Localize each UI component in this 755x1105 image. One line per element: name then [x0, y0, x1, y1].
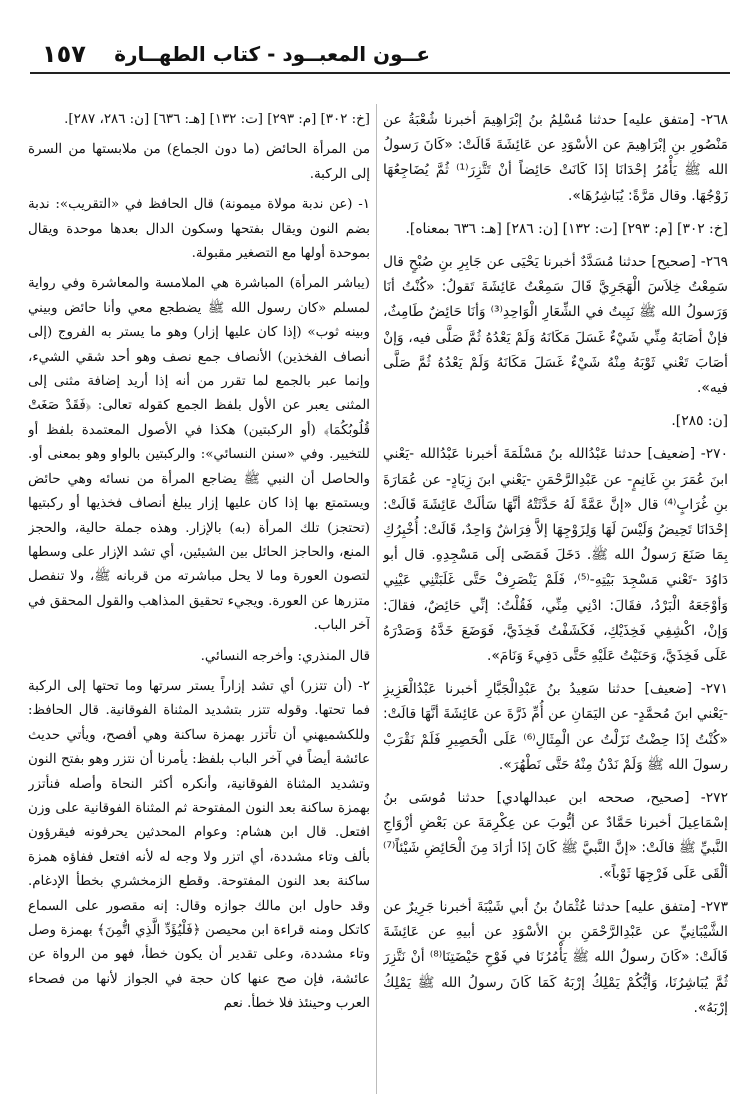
- hadith-column: [383, 108, 728, 1088]
- commentary-note-2: ٢- (أن تتزر) أي تشد إزاراً يستر سرتها وما تحتها إلى الركبة فما تحتها. وقوله تتزر بتشديد المثناة الفوقانية. قال الحافظ: وللكشميهني أن تأتزر بهمزة ساكنة وهي أفصح، ويأتي حديث عائشة أيضاً في آخر الباب بلفظ: يأمرنا أن نتزر وهو بفتح النون وتشديد المثناة الفوقانية، وأنكره أكثر النحاة وأصله فنأتزر بهمزة ساكنة بعد النون المفتوحة ثم المثناة الفوقانية على وزن افتعل. قال ابن هشام: وعوام المحدثين يحرفونه فيقرؤون بألف وتاء مشددة، أي اتزر ولا وجه له لأنه افتعل ففاؤه همزة ساكنة بعد النون المفتوحة. وقطع الزمخشري بخطأ الإدغام. وقد حاول ابن مالك جوازه وقال: إنه مقصور على السماع كاتكل ومنه قراءة ابن محيصن ﴿فَلْيُؤَدِّ الَّذِي اتُّمِنَ﴾ بهمزة وصل وتاء مشددة، وعلى تقدير أن يكون خطأ، فهو من الرواة عن عائشة، فإن صح عنها كان حجة في الجواز لأنها من فصحاء العرب وحينئذ فلا خطأ. نعم: [28, 678, 370, 1012]
- column-divider: [376, 104, 377, 1094]
- page-number: ١٥٧: [42, 40, 86, 68]
- hadith-270: ٢٧٠- [ضعيف] حدثنا عَبْدُالله بنُ مَسْلَمَةَ أخبرنا عَبْدُالله -يَعْني ابنَ عُمَرَ بنِ غَانِمٍ- عن عَبْدِالرَّحْمَنِ -يَعْني ابنَ زِيَادٍ- عن عُمَارَةَ بنِ غُرَابٍ⁽⁴⁾ قال «إنَّ عَمَّةً لَهُ حَدَّثَتْهُ أنَّهَا سَألَتْ عَائِشَةَ قَالَتْ: إحْدَانَا تَحِيضُ وَلَيْسَ لَهَا وَلِزَوْجِهَا إلاَّ فِرَاشٌ وَاحِدٌ، قَالَتْ: أُخْبِرُكِ بِمَا صَنَعَ رَسولُ الله ﷺ. دَخَلَ فَمَضَى إلَى مَسْجِدِهِ. قال أبو دَاوُدَ -تَعْني مَسْجِدَ بَيْتِهِ-⁽⁵⁾، فَلَمْ يَنْصَرِفْ حَتَّى غَلَبَتْنِي عَيْنِي وَأوْجَعَهُ الْبَرْدُ، فقَالَ: ادْنِي مِنِّي، فَقُلْتُ: إنِّي حَائِضٌ، فقالَ: وَإنْ، اكْشِفِي فَخِذَيْكِ، فَكَشَفْتُ فَخِذَيَّ، فَوَضَعَ خَدَّهُ وَصَدْرَهُ عَلَى فَخِذَيَّ، وَحَنَيْتُ عَلَيْهِ حَتَّى دَفِيءَ وَنَامَ».: [383, 446, 728, 665]
- running-title: عــون المعبــود - كتاب الطهــارة: [114, 42, 430, 66]
- commentary-paragraph: قال المنذري: وأخرجه النسائي.: [200, 648, 370, 664]
- commentary-references: [خ: ٣٠٢] [م: ٢٩٣] [ت: ١٣٢] [هـ: ٦٣٦] [ن: ٢٨٦، ٢٨٧].: [64, 112, 370, 127]
- hadith-273: ٢٧٣- [متفق عليه] حدثنا عُثْمَانُ بنُ أبي شَيْبَةَ أخبرنا جَرِيرٌ عن الشَّيْبَانِيِّ عن عَبْدِالرَّحْمَنِ بنِ الأسْوَدِ عن أبيهِ عن عَائِشَةَ قَالَتْ: «كَانَ رسولُ الله ﷺ يَأْمُرُنَا في فَوْحِ حَيْضَتِنَا⁽⁸⁾ أنْ نَتَّزِرَ ثُمَّ يُبَاشِرُنَا، وَأيُّكُمْ يَمْلِكُ إرْبَهُ كَمَا كَانَ رسولُ الله ﷺ يَمْلِكُ إرْبَهُ».: [383, 898, 728, 1016]
- commentary-paragraph: (يباشر المرأة) المباشرة هي الملامسة والمعاشرة وفي رواية لمسلم «كان رسول الله ﷺ يضطجع معي وأنا حائض وبيني وبينه ثوب» (إذا كان عليها إزار) وهو ما يستر به الفروج (إلى أنصاف الفخذين) الأنصاف جمع نصف وهو أحد شقي الشيء، وإنما عبر بالجمع لما تقرر من أنه إذا أريد إضافة مثنى إلى المثنى يعبر عن الأول بلفظ الجمع كقوله تعالى: ﴿فَقَدْ صَغَتْ قُلُوبُكُمَا﴾ (أو الركبتين) هكذا في الأصول المعتمدة بلفظ أو للتخيير. وفي «سنن النسائي»: والركبتين بالواو وهو بمعنى أو. والحاصل أن النبي ﷺ يضاجع المرأة من نسائه وهي حائض ويستمتع بها إذا كان عليها إزار يبلغ أنصاف فخذيها أو ركبتيها (تحتجز) تلك المرأة (به) بالإزار. وهذه جملة حالية، والحجز المنع، والحاجز الحائل بين الشيئين، أي تشد الإزار على وسطها لتصون العورة وما لا يحل مباشرته من قربانه ﷺ، ولا تنفصل متزرها عن العورة. ويجيء تحقيق المذاهب والقول المحقق في آخر الباب.: [28, 276, 370, 634]
- commentary-column: [28, 108, 370, 1088]
- commentary-note-1: ١- (عن ندبة مولاة ميمونة) قال الحافظ في «التقريب»: ندبة بضم النون ويقال بفتحها وسكون الدال بعدها موحدة ويقال بموحدة أولها مع التصغير مقبولة.: [28, 197, 370, 262]
- hadith-268: ٢٦٨- [متفق عليه] حدثنا مُسْلِمُ بنُ إبْرَاهِيمَ أخبرنا شُعْبَةُ عن مَنْصُورِ بنِ إبْرَاهِيمَ عن الأسْوَدِ عن عَائِشَةَ قَالَتْ: «كَانَ رَسولُ الله ﷺ يَأْمُرُ إحْدَانَا إذَا كَانَتْ حَائِضاً أنْ تَتَّزِرَ⁽¹⁾ ثُمَّ يُضَاجِعُهَا زَوْجُهَا. وقال مَرَّةً: يُبَاشِرُهَا».: [383, 112, 728, 204]
- hadith-272: ٢٧٢- [صحيح، صححه ابن عبدالهادي] حدثنا مُوسَى بنُ إسْمَاعِيلَ أخبرنا حَمَّادٌ عن أيُّوبَ عن عِكْرِمَةَ عن بَعْضِ أزْوَاجِ النَّبيِّ ﷺ قالَتْ: «إنَّ النَّبيَّ ﷺ كَانَ إذَا أرَادَ مِنَ الْحَائِضِ شَيْئاً⁽⁷⁾ ألْقَى عَلَى فَرْجِهَا ثَوْباً».: [383, 790, 728, 882]
- hadith-271: ٢٧١- [ضعيف] حدثنا سَعِيدُ بنُ عَبْدِالْجَبَّارِ أخبرنا عَبْدُالْعَزِيزِ -يَعْني ابنَ مُحمَّدٍ- عن اليَمَانِ عن أُمِّ ذَرَّةَ عن عَائِشَةَ أنَّهَا قالَتْ: «كُنْتُ إذَا حِضْتُ نَزَلْتُ عن الْمِثَالِ⁽⁶⁾ عَلَى الْحَصِيرِ فَلَمْ نَقْرَبْ رسولَ الله ﷺ وَلَمْ نَدْنُ مِنْهُ حَتَّى نَطْهُرَ».: [383, 681, 728, 773]
- hadith-268-references: [خ: ٣٠٢] [م: ٢٩٣] [ت: ١٣٢] [ن: ٢٨٦] [هـ: ٦٣٦ بمعناه].: [405, 220, 728, 237]
- hadith-269: ٢٦٩- [صحيح] حدثنا مُسَدَّدٌ أخبرنا يَحْيَى عن جَابِرِ بنِ صُبْحٍ قال سَمِعْتُ خِلاَسَ الْهَجَرِيَّ قَالَ سَمِعْتُ عَائِشَةَ تَقولُ: «كُنْتُ أنَا وَرَسولُ الله ﷺ نَبِيتُ في الشِّعَارِ الْوَاحِدِ⁽³⁾ وَأنَا حَائِضٌ طَامِثٌ، فإنْ أصَابَهُ مِنِّي شَيْءٌ غَسَلَ مَكَانَهُ وَلَمْ يَعْدُهُ ثُمَّ صَلَّى فيه، وَإنْ أصَابَ تَعْني ثَوْبَهُ مِنْهُ شَيْءٌ غَسَلَ مَكَانَهُ وَلَمْ يَعْدُهُ ثُمَّ صَلَّى فيه».: [383, 254, 728, 397]
- hadith-269-references: [ن: ٢٨٥].: [671, 413, 728, 430]
- page-header: [30, 34, 730, 74]
- commentary-paragraph: من المرأة الحائض (ما دون الجماع) من ملابستها من السرة إلى الركبة.: [28, 142, 370, 182]
